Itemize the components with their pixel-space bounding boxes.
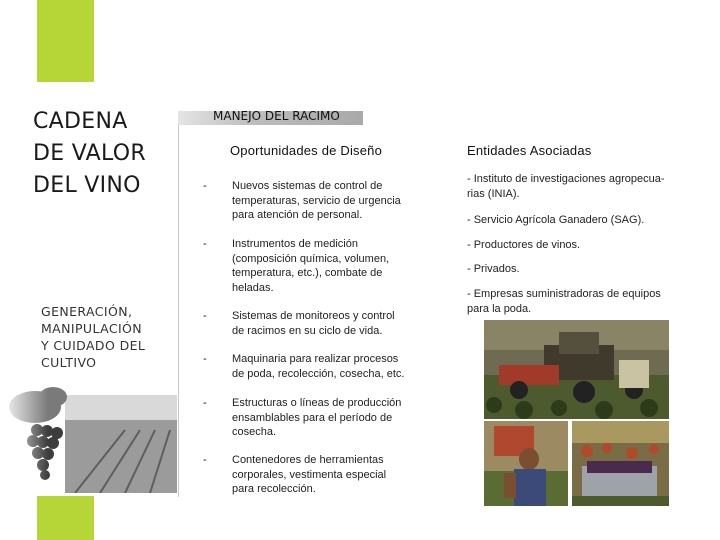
title-line: DEL VINO — [33, 173, 141, 198]
entity-line: - Productores de vinos. — [467, 239, 581, 251]
subtitle-line: CULTIVO — [41, 355, 97, 370]
opportunity-item — [232, 352, 437, 381]
page-title — [33, 106, 183, 202]
entity-item — [467, 172, 697, 201]
opportunity-line: heladas. — [232, 281, 274, 294]
grape-vineyard-photo — [5, 375, 177, 493]
opportunity-bullet: - — [203, 353, 207, 365]
opportunity-bullet: - — [203, 310, 207, 322]
entity-line: rias (INIA). — [467, 187, 520, 200]
opportunity-line: corporales, vestimenta especial — [232, 468, 387, 481]
entity-item — [467, 238, 697, 253]
opportunity-bullet: - — [203, 238, 207, 250]
bottom-accent-block — [37, 496, 94, 540]
stage-subtitle — [41, 303, 171, 371]
opportunity-item — [232, 453, 437, 497]
column-divider — [178, 125, 179, 497]
grape-bins-photo — [572, 421, 669, 506]
top-accent-block — [37, 0, 94, 82]
subtitle-line: Y CUIDADO DEL — [41, 338, 146, 353]
opportunity-line: ensamblables para el período de — [232, 411, 393, 424]
opportunity-item — [232, 396, 437, 440]
opportunity-item — [232, 179, 437, 223]
opportunity-line: para recolección. — [232, 483, 316, 495]
opportunity-line: de racimos en su ciclo de vida. — [232, 324, 383, 337]
entity-line: - Privados. — [467, 263, 520, 275]
opportunity-item — [232, 309, 437, 338]
worker-carrying-grapes-photo — [484, 421, 568, 506]
subtitle-line: GENERACIÓN, — [41, 304, 133, 319]
entity-item — [467, 262, 697, 277]
entity-line: - Empresas suministradoras de equipos — [467, 288, 661, 300]
grape-bins-image — [572, 421, 669, 506]
opportunity-line: cosecha. — [232, 426, 277, 438]
opportunity-bullet: - — [203, 397, 207, 409]
entity-item — [467, 213, 697, 228]
opportunity-bullet: - — [203, 454, 207, 466]
opportunity-line: Estructuras o líneas de producción — [232, 397, 402, 409]
worker-image — [484, 421, 568, 506]
entities-heading: Entidades Asociadas — [467, 143, 592, 158]
harvest-tractor-photo — [484, 320, 669, 419]
harvest-tractor-image — [484, 320, 669, 419]
entity-line: para la poda. — [467, 302, 532, 315]
title-line: CADENA — [33, 109, 128, 134]
title-line: DE VALOR — [33, 141, 147, 166]
opportunity-line: temperatura, etc.), combate de — [232, 267, 383, 279]
opportunity-line: Instrumentos de medición — [232, 238, 358, 250]
opportunity-line: temperaturas, servicio de urgencia — [232, 194, 401, 207]
opportunity-line: para atención de personal. — [232, 209, 363, 221]
opportunity-line: de poda, recolección, cosecha, etc. — [232, 367, 405, 380]
opportunity-line: Contenedores de herramientas — [232, 454, 384, 466]
opportunity-line: (composición química, volumen, — [232, 252, 390, 265]
entity-item — [467, 287, 697, 316]
opportunity-line: Maquinaria para realizar procesos — [232, 353, 399, 365]
opportunity-line: Nuevos sistemas de control de — [232, 180, 383, 192]
opportunity-item — [232, 237, 437, 295]
entity-line: - Instituto de investigaciones agropecua- — [467, 173, 665, 185]
subtitle-line: MANIPULACIÓN — [41, 321, 143, 336]
opportunities-heading: Oportunidades de Diseño — [230, 143, 383, 158]
opportunity-bullet: - — [203, 180, 207, 192]
entity-line: - Servicio Agrícola Ganadero (SAG). — [467, 214, 645, 226]
section-label: MANEJO DEL RACIMO — [213, 109, 340, 123]
grape-vineyard-image — [5, 375, 177, 493]
opportunity-line: Sistemas de monitoreos y control — [232, 310, 395, 322]
